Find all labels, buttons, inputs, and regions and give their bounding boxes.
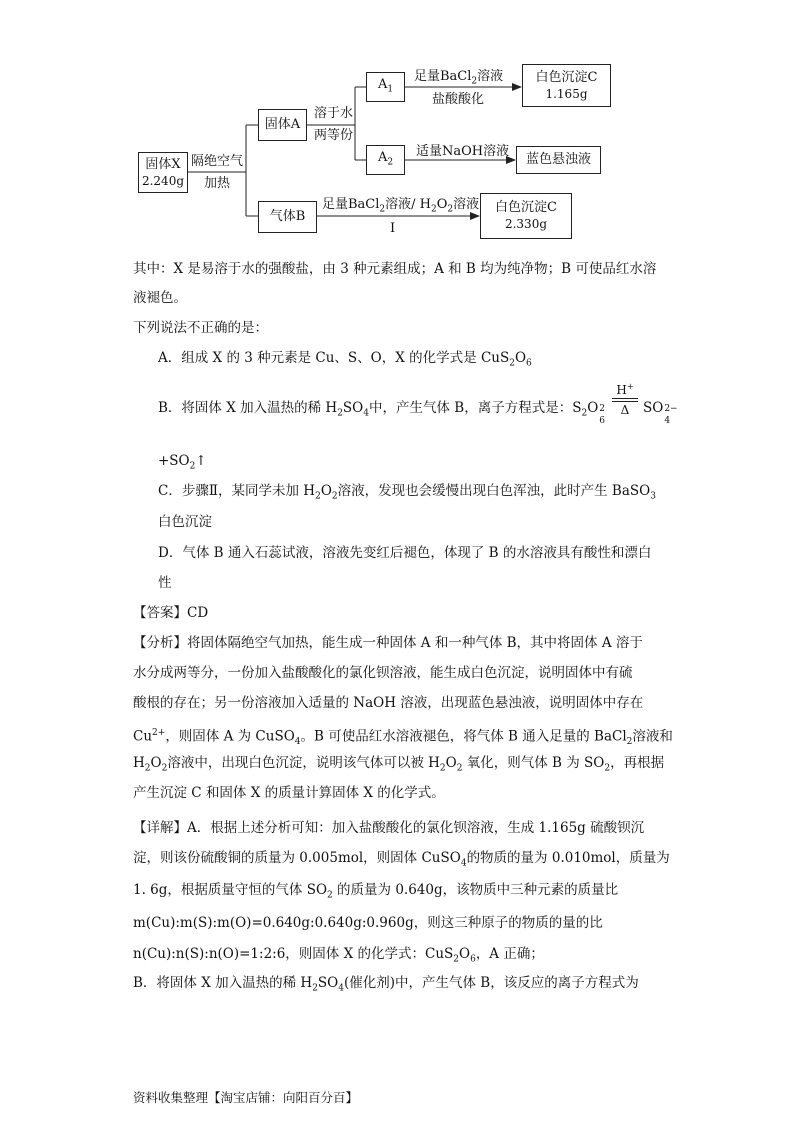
reagent-bottom: 足量BaCl$_2$溶液/ $H_2O_2$溶液 <box>322 197 480 215</box>
option-d-line-1: D．气体 B 通入石蕊试液，溶液先变红后褪色，体现了 B 的水溶液具有酸性和漂白 <box>158 545 652 561</box>
reagent-top-condition: 盐酸酸化 <box>432 92 485 107</box>
option-a: A．组成 X 的 3 种元素是 Cu、S、O，X 的化学式是 $CuS_2O_6$ <box>158 350 532 369</box>
option-b-product: SO 2− 4 <box>643 400 678 426</box>
solid-a-label: 固体A <box>264 117 301 132</box>
step-label: I <box>390 221 396 236</box>
detail-line-5: n(Cu):n(S):n(O)=1:2:6，则固体 X 的化学式：$CuS_2O_6$，A 正确； <box>133 946 544 965</box>
a1-box <box>366 72 405 102</box>
blue-suspension-box <box>516 146 601 174</box>
option-b: B．将固体 X 加入温热的稀 $H_2SO_4$中，产生气体 B，离子方程式是：$S_2O$ 2 6 <box>158 400 605 426</box>
option-d-line-2: 性 <box>158 575 172 591</box>
answer-line: 【答案】CD <box>133 605 209 621</box>
a2-box <box>366 145 405 175</box>
reaction-condition: H+ Δ <box>612 380 638 420</box>
white-precipitate-c2-mass: 2.330g <box>504 217 548 231</box>
analysis-line-2: 水分成两等分，一份加入盐酸酸化的氯化钡溶液，能生成白色沉淀，说明固体中有硫 <box>133 665 633 681</box>
solid-x-box <box>138 152 188 193</box>
analysis-line-1: 【分析】将固体隔绝空气加热，能生成一种固体 A 和一种气体 B，其中将固体 A 溶于 <box>133 635 643 651</box>
heat-condition-1: 隔绝空气 <box>191 154 244 169</box>
detail-line-3: 1. 6g，根据质量守恒的气体 $SO_2$ 的质量为 0.640g，该物质中三种元素的质量比 <box>133 882 619 901</box>
white-precipitate-c1-box <box>522 64 611 107</box>
white-precipitate-c2-label: 白色沉淀C <box>495 200 557 215</box>
a2-label: A <box>377 149 388 165</box>
solid-x-label: 固体X <box>145 156 181 172</box>
a2-subscript: 2 <box>387 157 394 168</box>
detail-line-6: B．将固体 X 加入温热的稀 $H_2SO_4$(催化剂)中，产生气体 B，该反应的离子方程式为 <box>133 975 639 994</box>
analysis-line-6: 产生沉淀 C 和固体 X 的质量计算固体 X 的化学式。 <box>133 785 445 801</box>
detail-line-4: m(Cu):m(S):m(O)=0.640g:0.640g:0.960g，则这三种原子的物质的量的比 <box>133 915 603 931</box>
analysis-line-3: 酸根的存在；另一份溶液加入适量的 NaOH 溶液，出现蓝色悬浊液，说明固体中存在 <box>133 695 644 711</box>
solid-a-box <box>258 109 307 141</box>
heat-condition-2: 加热 <box>204 176 231 191</box>
reagent-top: 足量BaCl$_2$溶液 <box>414 69 504 87</box>
solid-x-mass: 2.240g <box>141 173 185 188</box>
intro-line-2: 液褪色。 <box>133 290 187 306</box>
dissolve-condition-2: 两等份 <box>314 128 354 143</box>
footer-text: 资料收集整理【淘宝店铺：向阳百分百】 <box>133 1090 359 1105</box>
gas-b-box <box>258 201 317 233</box>
reagent-middle: 适量NaOH溶液 <box>416 144 510 159</box>
white-precipitate-c1-mass: 1.165g <box>545 86 588 101</box>
detail-line-2: 淀，则该份硫酸铜的质量为 0.005mol，则固体 CuSO$_4$的物质的量为 0.010mol，质量为 <box>133 850 670 869</box>
question-text: 下列说法不正确的是： <box>133 320 268 336</box>
flow-diagram-lines <box>0 0 800 260</box>
dissolve-condition-1: 溶于水 <box>314 106 354 121</box>
detail-line-1: 【详解】A．根据上述分析可知：加入盐酸酸化的氯化钡溶液，生成 1.165g 硫酸钡沉 <box>133 820 645 836</box>
option-c-line-1: C．步骤Ⅱ，某同学未加 $H_2O_2$溶液，发现也会缓慢出现白色浑浊，此时产生 BaSO$_3$ <box>158 483 656 502</box>
option-b-continuation: $+SO_2↑$ <box>158 453 207 472</box>
intro-line-1: 其中：X 是易溶于水的强酸盐，由 3 种元素组成；A 和 B 均为纯净物；B 可使品红水溶 <box>133 261 657 277</box>
analysis-line-5: $H_2O_2$溶液中，出现白色沉淀，说明该气体可以被 $H_2O_2$ 氧化，则气体 B 为 $SO_2$，再根据 <box>133 755 665 774</box>
a1-label: A <box>377 76 388 92</box>
blue-suspension-label: 蓝色悬浊液 <box>525 152 591 167</box>
white-precipitate-c2-box <box>480 193 572 239</box>
gas-b-label: 气体B <box>269 209 306 224</box>
option-c-line-2: 白色沉淀 <box>158 514 212 530</box>
analysis-line-4: $Cu^{2+}$，则固体 A 为 CuSO$_4$。B 可使品红水溶液褪色，将气体 B 通入足量的 BaCl$_2$溶液和 <box>133 728 673 748</box>
white-precipitate-c1-label: 白色沉淀C <box>535 69 598 85</box>
a1-subscript: 1 <box>387 84 394 95</box>
